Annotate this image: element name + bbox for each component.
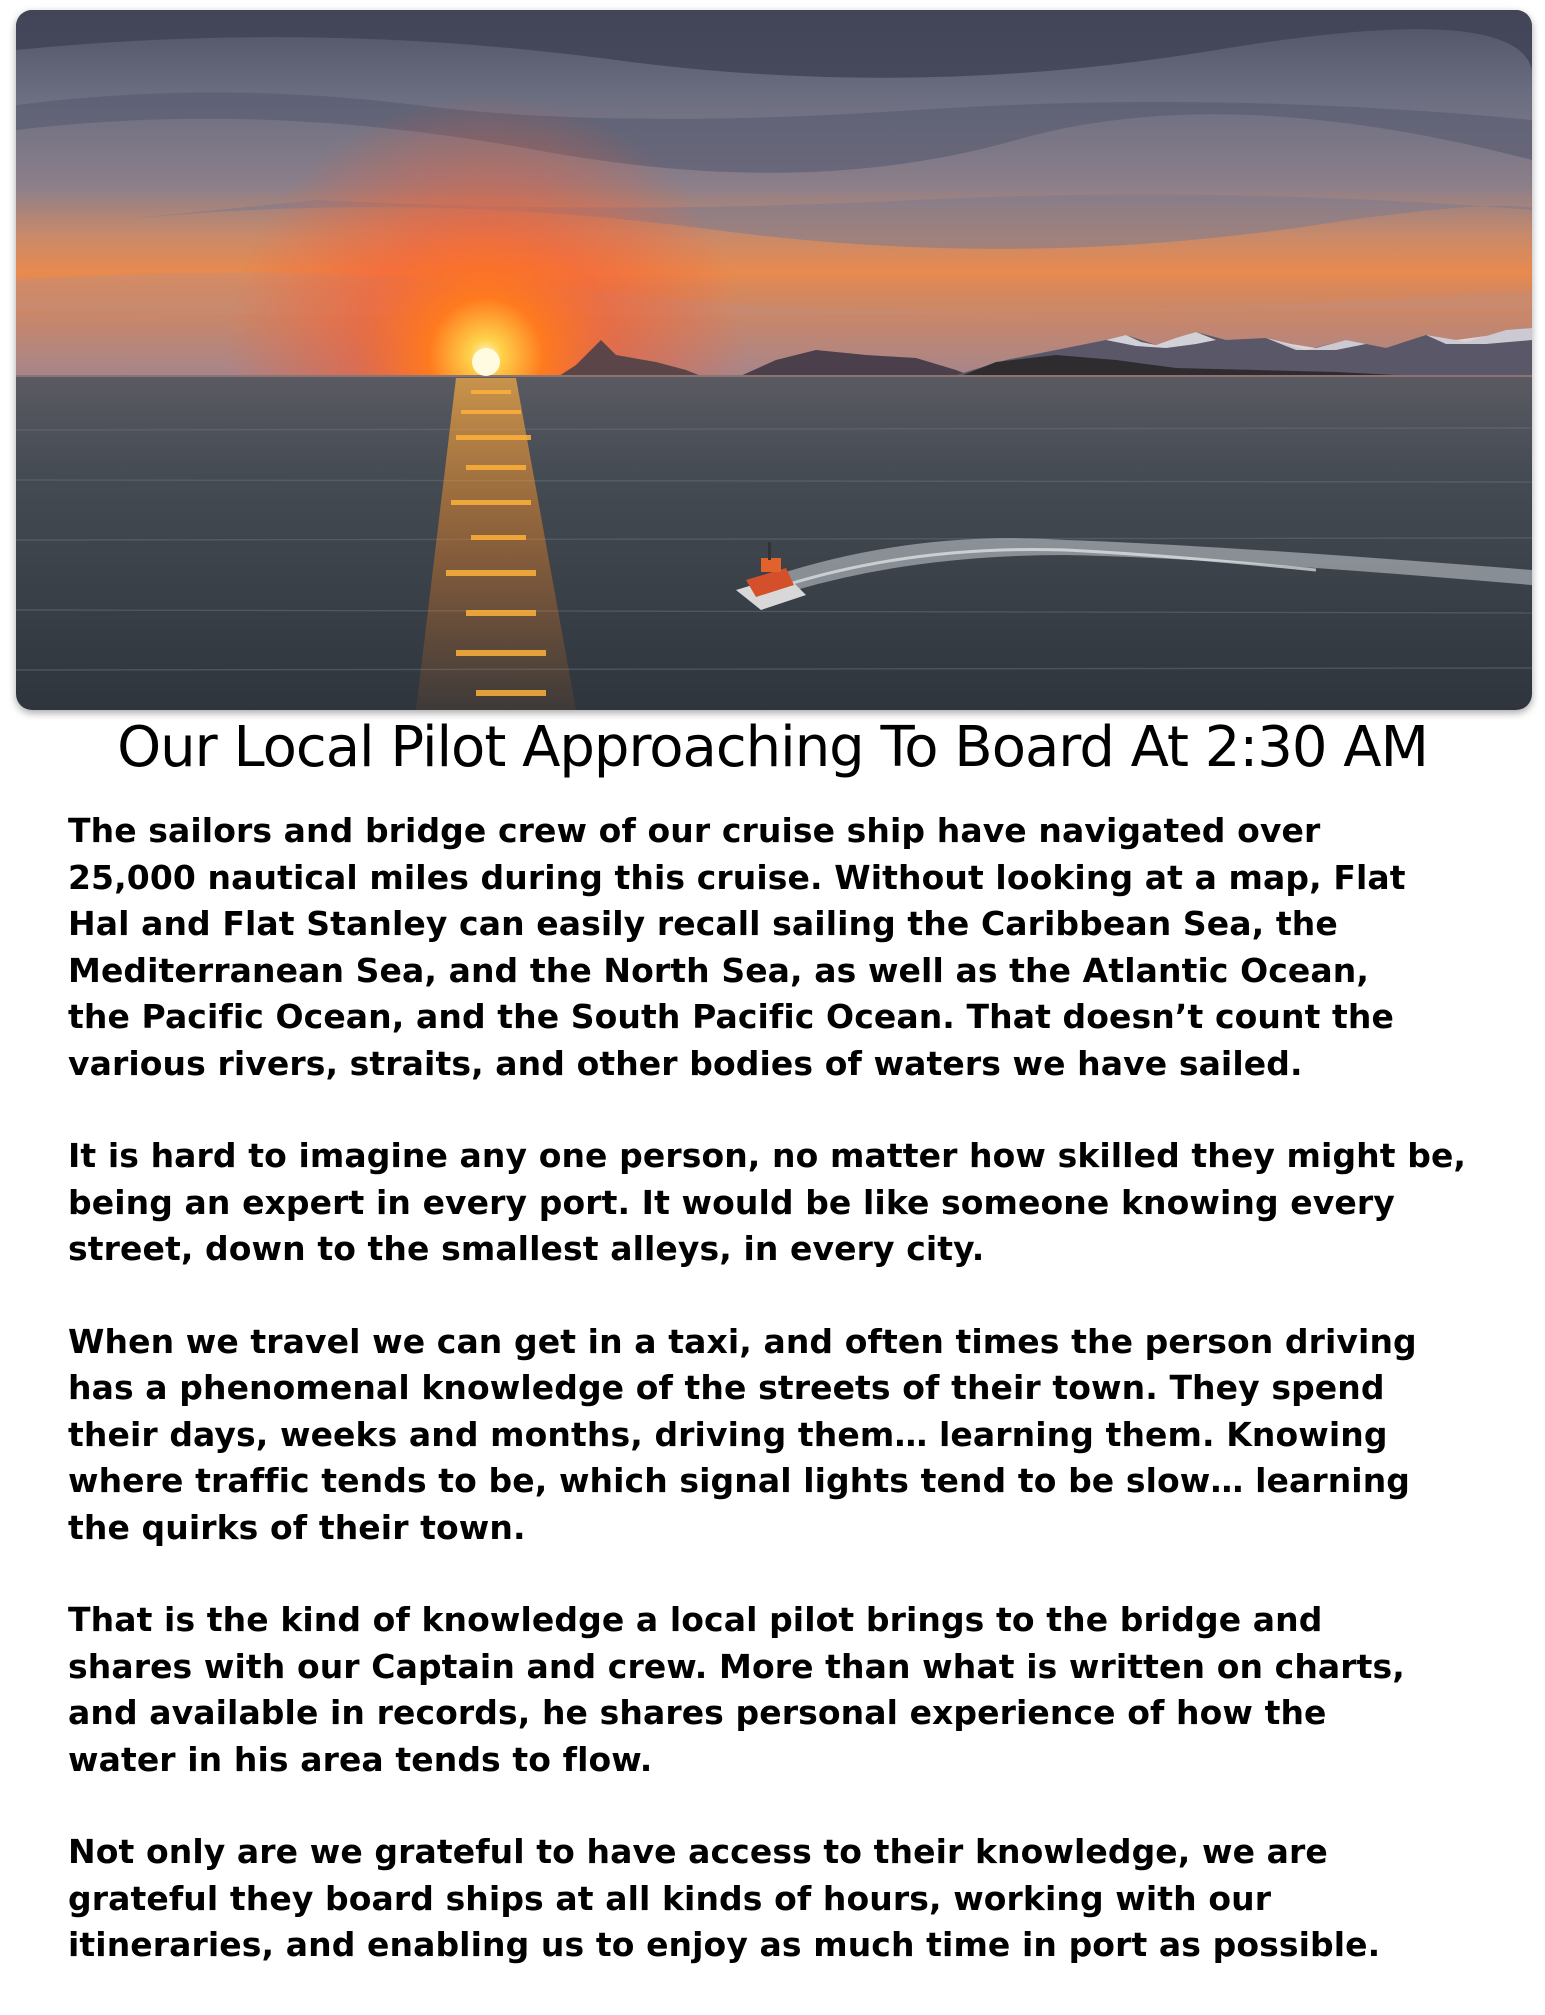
photo-caption: Our Local Pilot Approaching To Board At 2:30 AM: [117, 715, 1428, 780]
sunset-photo-illustration: [16, 10, 1532, 710]
paragraph-line: their days, weeks and months, driving them… learning them. Knowing: [68, 1414, 1388, 1454]
paragraph-line: street, down to the smallest alleys, in every city.: [68, 1229, 985, 1268]
paragraph-line: various rivers, straits, and other bodies of waters we have sailed.: [68, 1043, 1303, 1083]
paragraph-line: being an expert in every port. It would be like someone knowing every: [68, 1182, 1395, 1222]
paragraph-2: [68, 1133, 1528, 1273]
paragraph-line: where traffic tends to be, which signal lights tend to be slow… learning: [68, 1461, 1411, 1500]
paragraph-5: [68, 1829, 1528, 1969]
paragraph-line: When we travel we can get in a taxi, and often times the person driving: [68, 1321, 1417, 1361]
paragraph-line: the Pacific Ocean, and the South Pacific Ocean. That doesn’t count the: [68, 997, 1395, 1036]
paragraph-3: [68, 1319, 1528, 1552]
paragraph-line: the quirks of their town.: [68, 1507, 526, 1547]
paragraph-line: itineraries, and enabling us to enjoy as much time in port as possible.: [68, 1925, 1381, 1964]
paragraph-line: Not only are we grateful to have access to their knowledge, we are: [68, 1832, 1328, 1871]
paragraph-line: The sailors and bridge crew of our cruise ship have navigated over: [68, 811, 1321, 850]
paragraph-line: Hal and Flat Stanley can easily recall sailing the Caribbean Sea, the: [68, 904, 1338, 943]
paragraph-line: and available in records, he shares personal experience of how the: [68, 1693, 1327, 1732]
paragraph-line: That is the kind of knowledge a local pilot brings to the bridge and: [68, 1600, 1323, 1639]
paragraph-4: [68, 1597, 1528, 1783]
article-body: [68, 808, 1528, 2015]
paragraph-line: 25,000 nautical miles during this cruise. Without looking at a map, Flat: [68, 857, 1406, 897]
paragraph-line: water in his area tends to flow.: [68, 1739, 653, 1779]
sunset-photo: [16, 10, 1532, 710]
paragraph-line: Mediterranean Sea, and the North Sea, as well as the Atlantic Ocean,: [68, 950, 1370, 990]
paragraph-1: [68, 808, 1528, 1087]
paragraph-line: shares with our Captain and crew. More than what is written on charts,: [68, 1646, 1405, 1686]
paragraph-line: grateful they board ships at all kinds of hours, working with our: [68, 1878, 1272, 1918]
paragraph-line: It is hard to imagine any one person, no matter how skilled they might be,: [68, 1136, 1467, 1175]
paragraph-line: has a phenomenal knowledge of the streets of their town. They spend: [68, 1368, 1385, 1407]
